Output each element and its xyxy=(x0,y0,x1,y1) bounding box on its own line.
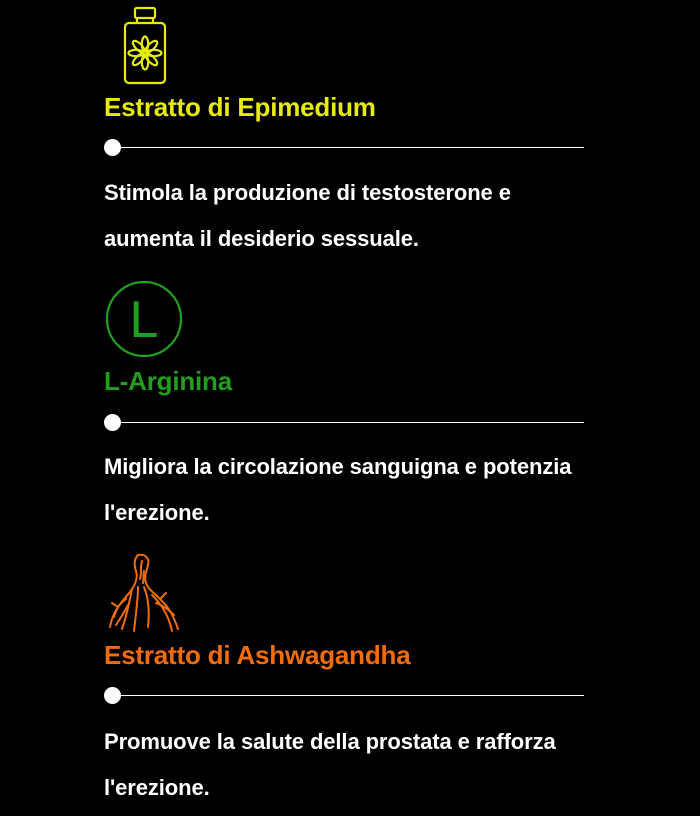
root-icon xyxy=(108,553,182,633)
ingredient-title: L-Arginina xyxy=(104,366,232,396)
ingredient-description: Migliora la circolazione sanguigna e potenzia l'erezione. xyxy=(104,454,572,525)
bottle-flower-icon xyxy=(122,6,168,86)
icon-letter: L xyxy=(129,291,159,349)
ingredient-description: Stimola la produzione di testosterone e aumenta il desiderio sessuale. xyxy=(104,180,511,251)
ingredient-description: Promuove la salute della prostata e rafforza l'erezione. xyxy=(104,729,556,800)
ingredient-divider xyxy=(104,139,584,157)
ingredient-title: Estratto di Ashwagandha xyxy=(104,640,411,670)
ingredient-divider xyxy=(104,414,584,432)
ingredient-title: Estratto di Epimedium xyxy=(104,92,376,122)
divider-dot xyxy=(104,139,121,156)
divider-dot xyxy=(104,687,121,704)
ingredient-divider xyxy=(104,687,584,705)
divider-dot xyxy=(104,414,121,431)
divider-line xyxy=(112,147,584,148)
letter-l-circle-icon xyxy=(104,279,184,359)
divider-line xyxy=(112,422,584,423)
divider-line xyxy=(112,695,584,696)
